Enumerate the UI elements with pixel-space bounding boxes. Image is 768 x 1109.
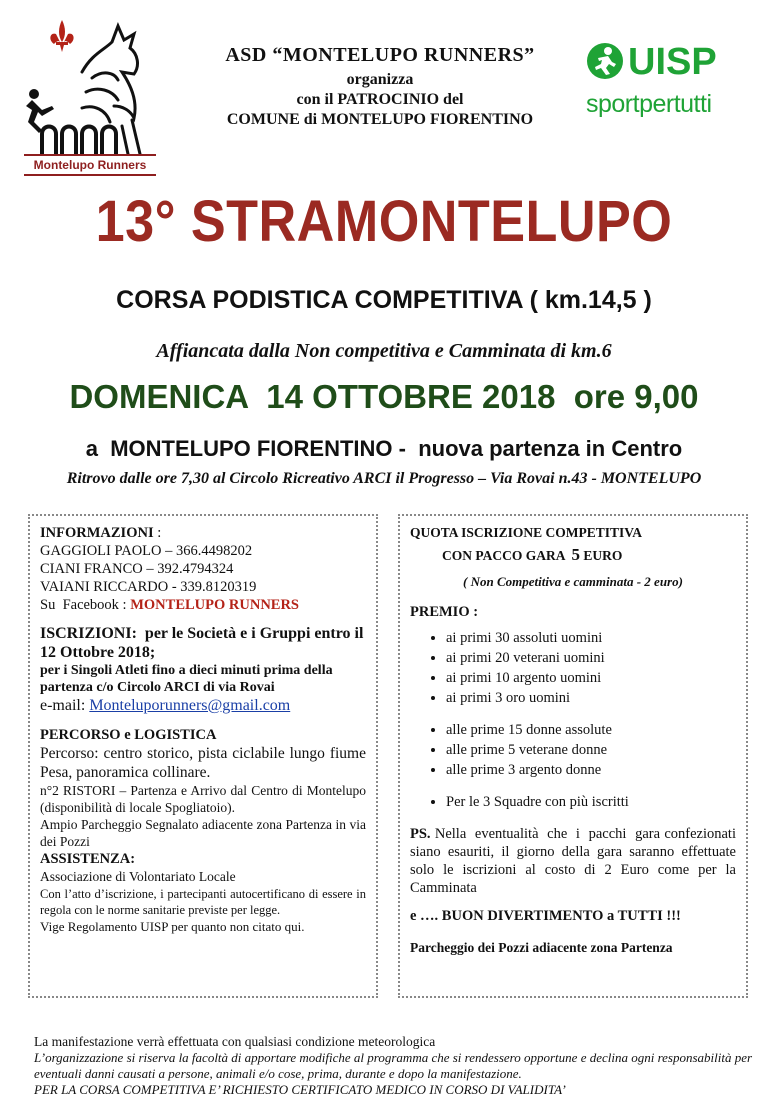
event-meeting-point: Ritrovo dalle ore 7,30 al Circolo Ricreativo ARCI il Progresso – Via Rovai n.43 - MONTELUPO bbox=[66, 470, 702, 487]
prizes-women-list bbox=[410, 721, 736, 779]
quota-line-2 bbox=[442, 546, 736, 565]
singoli-text: per i Singoli Atleti fino a dieci minuti prima della partenza c/o Circolo ARCI di via Rovai bbox=[40, 663, 333, 695]
prize-item: • ai primi 10 argento uomini bbox=[446, 669, 736, 687]
uisp-runner-icon bbox=[586, 42, 624, 80]
percorso-text: Percorso: centro storico, pista ciclabile lungo fiume Pesa, panoramica collinare. bbox=[40, 745, 366, 781]
info-title: INFORMAZIONI bbox=[40, 525, 154, 541]
uisp-word: UISP bbox=[628, 41, 717, 83]
iscrizioni-label: ISCRIZIONI: bbox=[40, 625, 137, 642]
parcheggio-text: Ampio Parcheggio Segnalato adiacente zona Partenza in via dei Pozzi bbox=[40, 817, 366, 849]
uisp-logo bbox=[586, 40, 746, 132]
ps-label: PS. bbox=[410, 826, 431, 842]
info-heading bbox=[40, 524, 366, 542]
quota-label: CON PACCO GARA bbox=[442, 548, 572, 563]
uisp-slogan: sportpertutti bbox=[586, 90, 712, 118]
certificato-note: PER LA CORSA COMPETITIVA E’ RICHIESTO CERTIFICATO MEDICO IN CORSO DI VALIDITA’ bbox=[34, 1082, 566, 1097]
prize-item: • ai primi 30 assoluti uomini bbox=[446, 629, 736, 647]
prize-item: • ai primi 3 oro uomini bbox=[446, 689, 736, 707]
contact-item: VAIANI RICCARDO - 339.8120319 bbox=[40, 579, 257, 595]
quota-price: 5 bbox=[571, 545, 580, 564]
comune-text: COMUNE di MONTELUPO FIORENTINO bbox=[226, 111, 534, 128]
prizes-men-list bbox=[410, 629, 736, 707]
info-colon: : bbox=[153, 525, 162, 541]
buon-divertimento: e …. BUON DIVERTIMENTO a TUTTI !!! bbox=[410, 908, 681, 924]
event-title: 13° STRAMONTELUPO bbox=[95, 189, 673, 254]
contact-item: CIANI FRANCO – 392.4794324 bbox=[40, 561, 234, 577]
prizes-teams-list bbox=[410, 793, 736, 811]
event-location: a MONTELUPO FIORENTINO - nuova partenza in Centro bbox=[85, 436, 683, 461]
club-caption: Montelupo Runners bbox=[24, 154, 156, 176]
event-subtitle: CORSA PODISTICA COMPETITIVA ( km.14,5 ) bbox=[116, 286, 652, 314]
autocert-text: Con l’atto d’iscrizione, i partecipanti autocertificano di essere in regola con le norme sanitarie previste per legge. bbox=[40, 887, 366, 917]
ps-text: Nella eventualità che i pacchi gara confezionati siano esauriti, il giorno della gara saranno effettuate solo le iscrizioni al costo di 2 Euro come per la Camminata bbox=[410, 826, 740, 896]
prize-item: • alle prime 3 argento donne bbox=[446, 761, 736, 779]
patrocinio-text: con il PATROCINIO del bbox=[296, 91, 464, 108]
contact-item: GAGGIOLI PAOLO – 366.4498202 bbox=[40, 543, 253, 559]
org-name: ASD “MONTELUPO RUNNERS” bbox=[225, 44, 535, 66]
facebook-page[interactable]: MONTELUPO RUNNERS bbox=[130, 597, 299, 613]
prize-item: • ai primi 20 veterani uomini bbox=[446, 649, 736, 667]
prize-item: • Per le 3 Squadre con più iscritti bbox=[446, 793, 736, 811]
facebook-line bbox=[40, 596, 366, 614]
quota-line-1: QUOTA ISCRIZIONE COMPETITIVA bbox=[410, 525, 643, 540]
event-secondary-races: Affiancata dalla Non competitiva e Camminata di km.6 bbox=[156, 340, 612, 362]
facebook-label: Su Facebook : bbox=[40, 597, 131, 613]
percorso-title: PERCORSO e LOGISTICA bbox=[40, 727, 217, 743]
email-line bbox=[40, 696, 366, 716]
parcheggio-note: Parcheggio dei Pozzi adiacente zona Partenza bbox=[410, 940, 673, 955]
organizza-text: organizza bbox=[346, 71, 414, 88]
prize-item: • alle prime 15 donne assolute bbox=[446, 721, 736, 739]
info-box bbox=[28, 514, 378, 998]
assistenza-title: ASSISTENZA: bbox=[40, 851, 136, 867]
email-label: e-mail: bbox=[40, 697, 90, 714]
iscrizioni-text: per le Società e i Gruppi entro il 12 Ottobre 2018; bbox=[40, 625, 368, 661]
fees-prizes-box bbox=[398, 514, 748, 998]
ps-note bbox=[410, 825, 740, 897]
regolamento-text: Vige Regolamento UISP per quanto non citato qui. bbox=[40, 919, 305, 934]
assistenza-text: Associazione di Volontariato Locale bbox=[40, 869, 236, 884]
meteo-note: La manifestazione verrà effettuata con qualsiasi condizione meteorologica bbox=[34, 1034, 436, 1049]
ristori-text: n°2 RISTORI – Partenza e Arrivo dal Centro di Montelupo (disponibilità di locale Spogliatoio). bbox=[40, 783, 366, 815]
premio-title: PREMIO : bbox=[410, 604, 479, 620]
email-link[interactable]: Monteluporunners@gmail.com bbox=[89, 697, 291, 714]
fleur-de-lis-icon bbox=[50, 20, 73, 52]
montelupo-runners-logo bbox=[22, 14, 162, 174]
wolf-icon bbox=[82, 26, 140, 154]
iscrizioni-line bbox=[40, 624, 366, 662]
prize-item: • alle prime 5 veterane donne bbox=[446, 741, 736, 759]
non-competitive-fee: ( Non Competitiva e camminata - 2 euro) bbox=[463, 574, 683, 589]
disclaimer-note: L’organizzazione si riserva la facoltà di apportare modifiche al programma che si rendessero opportune e declina ogni responsabilità per eventuali danni causati a persone, animali e/o cose, prima, durante e dopo la manifestazione. bbox=[34, 1050, 753, 1081]
organizer-header bbox=[170, 44, 590, 129]
event-date: DOMENICA 14 OTTOBRE 2018 ore 9,00 bbox=[69, 378, 699, 415]
quota-currency: EURO bbox=[580, 548, 623, 563]
footer bbox=[34, 1034, 754, 1098]
arches-icon bbox=[42, 127, 116, 155]
